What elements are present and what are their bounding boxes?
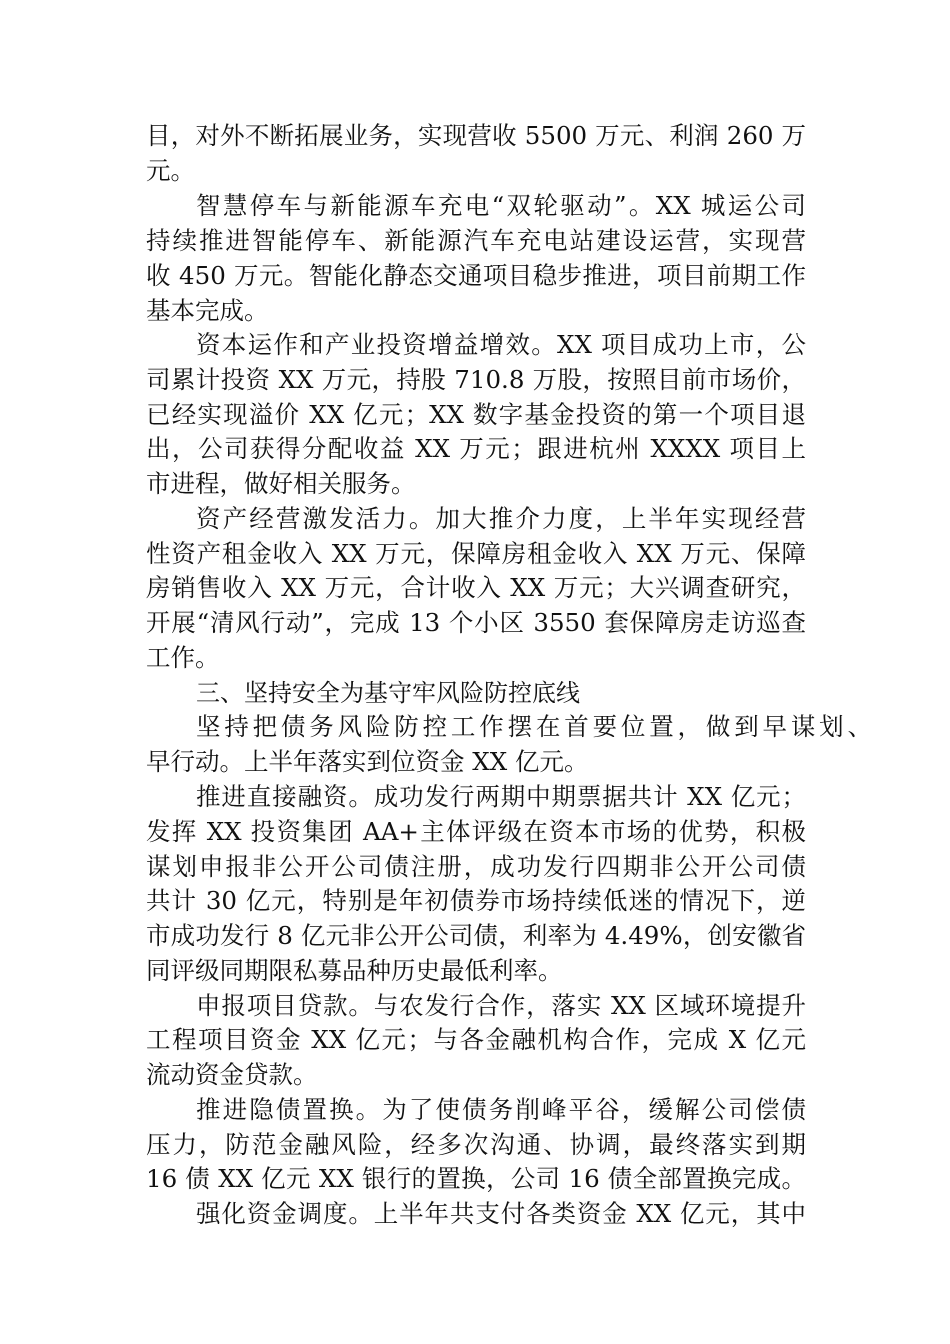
body-text-line: 已经实现溢价 XX 亿元；XX 数字基金投资的第一个项目退 [146, 400, 806, 429]
body-text-line: 谋划申报非公开公司债注册，成功发行四期非公开公司债 [146, 852, 806, 881]
paragraph-start-line: 推进隐债置换。为了使债务削峰平谷，缓解公司偿债 [196, 1095, 806, 1124]
body-text-line: 房销售收入 XX 万元，合计收入 XX 万元；大兴调查研究， [146, 573, 806, 602]
body-text-line: 发挥 XX 投资集团 AA+主体评级在资本市场的优势，积极 [146, 817, 806, 846]
body-text-line: 司累计投资 XX 万元，持股 710.8 万股，按照目前市场价， [146, 365, 806, 394]
body-text-line: 出，公司获得分配收益 XX 万元；跟进杭州 XXXX 项目上 [146, 434, 806, 463]
body-text-line: 工作。 [146, 643, 220, 672]
section-heading: 三、坚持安全为基守牢风险防控底线 [196, 679, 580, 707]
body-text-line: 共计 30 亿元，特别是年初债券市场持续低迷的情况下，逆 [146, 886, 806, 915]
paragraph-start-line: 智慧停车与新能源车充电“双轮驱动”。XX 城运公司 [196, 191, 806, 220]
body-text-line: 早行动。上半年落实到位资金 XX 亿元。 [146, 747, 589, 776]
body-text-line: 目，对外不断拓展业务，实现营收 5500 万元、利润 260 万 [146, 121, 806, 150]
body-text-line: 工程项目资金 XX 亿元；与各金融机构合作，完成 X 亿元 [146, 1025, 806, 1054]
paragraph-start-line: 坚持把债务风险防控工作摆在首要位置，做到早谋划、 [196, 712, 872, 741]
body-text-line: 开展“清风行动”，完成 13 个小区 3550 套保障房走访巡查 [146, 608, 806, 637]
body-text-line: 压力，防范金融风险，经多次沟通、协调，最终落实到期 [146, 1130, 806, 1159]
body-text-line: 性资产租金收入 XX 万元，保障房租金收入 XX 万元、保障 [146, 539, 806, 568]
paragraph-start-line: 资本运作和产业投资增益增效。XX 项目成功上市，公 [196, 330, 806, 359]
paragraph-start-line: 推进直接融资。成功发行两期中期票据共计 XX 亿元； [196, 782, 806, 811]
paragraph-start-line: 申报项目贷款。与农发行合作，落实 XX 区域环境提升 [196, 991, 806, 1020]
body-text-line: 元。 [146, 156, 195, 185]
paragraph-start-line: 资产经营激发活力。加大推介力度，上半年实现经营 [196, 504, 806, 533]
body-text-line: 市成功发行 8 亿元非公开公司债，利率为 4.49%，创安徽省 [146, 921, 806, 950]
body-text-line: 持续推进智能停车、新能源汽车充电站建设运营，实现营 [146, 226, 806, 255]
body-text-line: 收 450 万元。智能化静态交通项目稳步推进，项目前期工作 [146, 261, 806, 290]
body-text-line: 市进程，做好相关服务。 [146, 469, 416, 498]
paragraph-start-line: 强化资金调度。上半年共支付各类资金 XX 亿元，其中 [196, 1199, 806, 1228]
body-text-line: 基本完成。 [146, 296, 269, 325]
body-text-line: 流动资金贷款。 [146, 1060, 318, 1089]
body-text-line: 16 债 XX 亿元 XX 银行的置换，公司 16 债全部置换完成。 [146, 1164, 806, 1193]
body-text-line: 同评级同期限私募品种历史最低利率。 [146, 956, 563, 985]
